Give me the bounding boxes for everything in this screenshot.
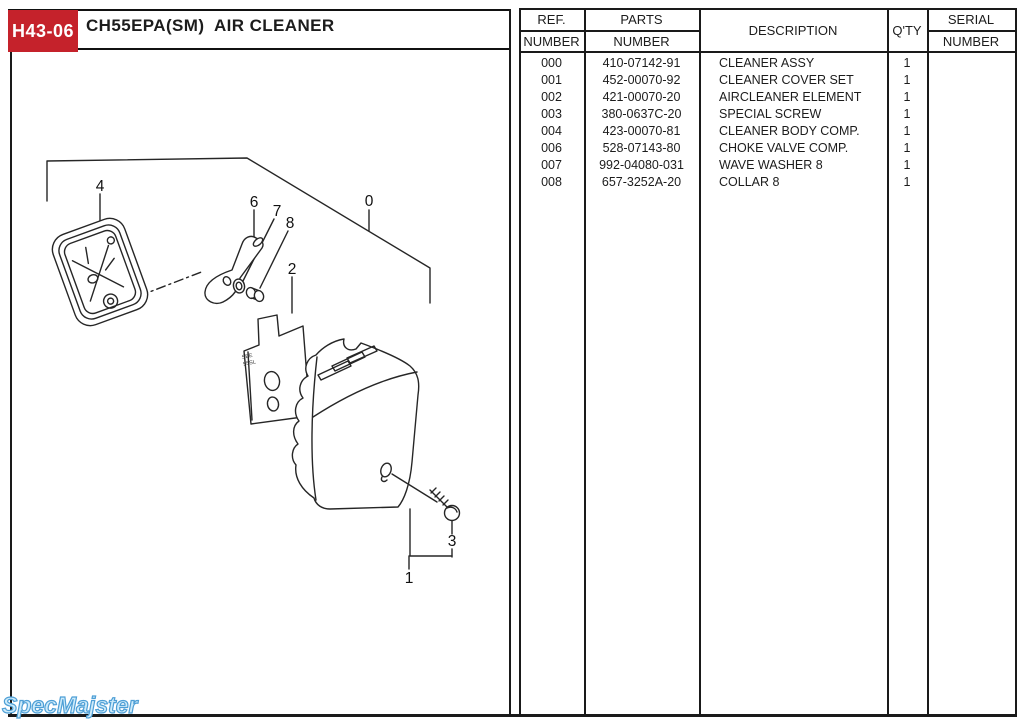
- ref-number-cell: 003: [541, 107, 562, 121]
- header-ref-number: [519, 10, 584, 51]
- header-parts-number: [584, 10, 699, 51]
- table-vertical-rule: [1015, 8, 1017, 717]
- callout-4: 4: [95, 178, 105, 195]
- callout-0: 0: [364, 193, 374, 210]
- section-badge: [8, 10, 78, 52]
- serial-number-cell: [927, 106, 1015, 123]
- ref-number-cell: 008: [541, 175, 562, 189]
- description-cell: CHOKE VALVE COMP.: [719, 141, 849, 155]
- qty-cell: 1: [903, 141, 911, 155]
- table-row: [519, 174, 1015, 191]
- description-cell: CLEANER ASSY: [719, 56, 815, 70]
- parts-number-cell: 992-04080-031: [599, 158, 684, 172]
- serial-number-cell: [927, 123, 1015, 140]
- description-cell: WAVE WASHER 8: [719, 158, 823, 172]
- ref-number-cell: 007: [541, 158, 562, 172]
- header-ref-line2: NUMBER: [523, 33, 580, 49]
- qty-cell: 1: [903, 73, 911, 87]
- callout-8: 8: [285, 215, 295, 232]
- table-row: [519, 89, 1015, 106]
- qty-cell: 1: [903, 124, 911, 138]
- parts-number-cell: 380-0637C-20: [601, 107, 682, 121]
- table-row: [519, 72, 1015, 89]
- page-title: CH55EPA(SM) AIR CLEANER: [86, 16, 335, 35]
- qty-cell: 1: [903, 175, 911, 189]
- table-row: [519, 106, 1015, 123]
- callout-7: 7: [272, 203, 282, 220]
- ref-number-cell: 002: [541, 90, 562, 104]
- cleaner-body-part1: [292, 339, 418, 509]
- parts-number-cell: 452-00070-92: [602, 73, 681, 87]
- section-code: H43-06: [11, 20, 75, 41]
- center-dash-line: [139, 271, 204, 296]
- callout-2: 2: [287, 261, 297, 278]
- qty-cell: 1: [903, 107, 911, 121]
- description-cell: COLLAR 8: [719, 175, 780, 189]
- stamp-text-line2: 55SL: [242, 359, 257, 368]
- serial-number-cell: [927, 157, 1015, 174]
- qty-cell: 1: [903, 158, 911, 172]
- serial-number-cell: [927, 174, 1015, 191]
- ref-number-cell: 006: [541, 141, 562, 155]
- header-serial-number: [927, 10, 1015, 51]
- serial-number-cell: [927, 55, 1015, 72]
- parts-number-cell: 423-00070-81: [602, 124, 681, 138]
- special-screw-part3: [430, 488, 460, 521]
- table-row: [519, 157, 1015, 174]
- serial-number-cell: [927, 140, 1015, 157]
- callout-1: 1: [404, 570, 414, 587]
- collar-part8: [245, 286, 265, 302]
- ref-number-cell: 001: [541, 73, 562, 87]
- table-row: [519, 140, 1015, 157]
- header-parts-line1: PARTS: [584, 10, 699, 32]
- table-rows: [519, 55, 1015, 191]
- parts-number-cell: 421-00070-20: [602, 90, 681, 104]
- qty-cell: 1: [903, 90, 911, 104]
- ref-number-cell: 000: [541, 56, 562, 70]
- description-cell: AIRCLEANER ELEMENT: [719, 90, 862, 104]
- description-cell: SPECIAL SCREW: [719, 107, 822, 121]
- header-serial-line1: SERIAL: [927, 10, 1015, 32]
- description-cell: CLEANER BODY COMP.: [719, 124, 860, 138]
- table-row: [519, 123, 1015, 140]
- parts-number-cell: 410-07142-91: [602, 56, 681, 70]
- description-cell: CLEANER COVER SET: [719, 73, 854, 87]
- table-header: [519, 8, 1017, 53]
- qty-cell: 1: [903, 56, 911, 70]
- callout-3: 3: [447, 533, 457, 550]
- ref-number-cell: 004: [541, 124, 562, 138]
- serial-number-cell: [927, 72, 1015, 89]
- parts-number-cell: 657-3252A-20: [601, 175, 682, 189]
- callout-6: 6: [249, 194, 259, 211]
- header-ref-line1: REF.: [519, 10, 584, 32]
- header-description: DESCRIPTION: [748, 23, 838, 38]
- table-row: [519, 55, 1015, 72]
- parts-number-cell: 528-07143-80: [602, 141, 681, 155]
- header-qty: Q'TY: [892, 23, 922, 38]
- cover-plate-part4: [48, 214, 152, 330]
- header-parts-line2: NUMBER: [613, 33, 670, 49]
- watermark: SpecMajster: [2, 692, 138, 718]
- serial-number-cell: [927, 89, 1015, 106]
- stamp-text-line1: SEE: [241, 352, 254, 361]
- header-serial-line2: NUMBER: [942, 33, 1000, 49]
